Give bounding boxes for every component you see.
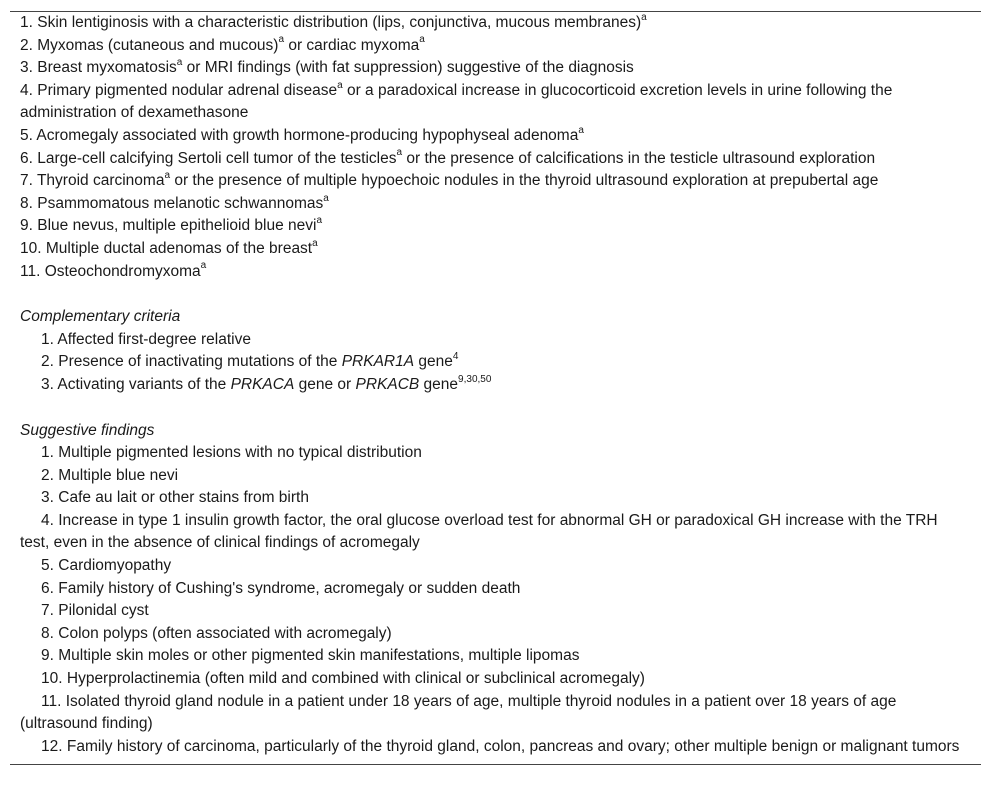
suggestive-finding-12: 12. Family history of carcinoma, particularly of the thyroid gland, colon, pancreas and ovary; other multiple benign or malignant tumors <box>41 737 960 755</box>
suggestive-findings-title: Suggestive findings <box>20 421 155 439</box>
suggestive-finding-10: 10. Hyperprolactinemia (often mild and combined with clinical or subclinical acromegaly) <box>41 670 645 688</box>
complementary-criterion-3: 3. Activating variants of the PRKACA gene or PRKACB gene$^{9,30,50}$ <box>41 373 492 393</box>
suggestive-finding-2: 2. Multiple blue nevi <box>41 466 179 484</box>
complementary-criterion-2: 2. Presence of inactivating mutations of the PRKAR1A gene$^4$ <box>41 351 459 371</box>
criteria-table <box>10 11 981 765</box>
major-criterion-9: 9. Blue nevus, multiple epithelioid blue nevi$^a$ <box>20 215 322 235</box>
suggestive-finding-11: 11. Isolated thyroid gland nodule in a patient under 18 years of age, multiple thyroid nodules in a patient over 18 years of age (ultrasound finding) <box>20 692 897 733</box>
suggestive-finding-3: 3. Cafe au lait or other stains from birth <box>41 489 309 507</box>
major-criterion-3: 3. Breast myxomatosis$^a$ or MRI findings (with fat suppression) suggestive of the diagnosis <box>20 57 634 77</box>
major-criterion-11: 11. Osteochondromyxoma$^a$ <box>20 260 207 280</box>
suggestive-finding-9: 9. Multiple skin moles or other pigmented skin manifestations, multiple lipomas <box>41 647 580 665</box>
suggestive-finding-1: 1. Multiple pigmented lesions with no typical distribution <box>41 444 422 462</box>
major-criterion-4: 4. Primary pigmented nodular adrenal disease$^a$ or a paradoxical increase in glucocorticoid excretion levels in urine following the administration of dexamethasone <box>20 79 893 122</box>
suggestive-finding-4: 4. Increase in type 1 insulin growth factor, the oral glucose overload test for abnormal GH or paradoxical GH increase with the TRH test, even in the absence of clinical findings of acromegaly <box>20 511 938 552</box>
major-criterion-6: 6. Large-cell calcifying Sertoli cell tumor of the testicles$^a$ or the presence of calcifications in the testicle ultrasound exploration <box>20 147 876 167</box>
spacer <box>20 397 971 420</box>
suggestive-finding-5: 5. Cardiomyopathy <box>41 557 172 575</box>
major-criterion-1: 1. Skin lentiginosis with a characteristic distribution (lips, conjunctiva, mucous membranes)$^a$ <box>20 11 647 31</box>
suggestive-finding-7: 7. Pilonidal cyst <box>41 602 149 620</box>
complementary-criterion-1: 1. Affected first-degree relative <box>41 330 251 348</box>
major-criterion-2: 2. Myxomas (cutaneous and mucous)$^a$ or cardiac myxoma$^a$ <box>20 34 425 54</box>
major-criterion-10: 10. Multiple ductal adenomas of the breast$^a$ <box>20 237 318 257</box>
complementary-criteria-title: Complementary criteria <box>20 308 181 326</box>
major-criterion-8: 8. Psammomatous melanotic schwannomas$^a$ <box>20 192 329 212</box>
suggestive-finding-8: 8. Colon polyps (often associated with acromegaly) <box>41 624 392 642</box>
major-criterion-7: 7. Thyroid carcinoma$^a$ or the presence of multiple hypoechoic nodules in the thyroid ultrasound exploration at prepubertal age <box>20 170 879 190</box>
spacer <box>20 283 971 306</box>
major-criterion-5: 5. Acromegaly associated with growth hormone-producing hypophyseal adenoma$^a$ <box>20 124 584 144</box>
suggestive-finding-6: 6. Family history of Cushing's syndrome, acromegaly or sudden death <box>41 579 521 597</box>
